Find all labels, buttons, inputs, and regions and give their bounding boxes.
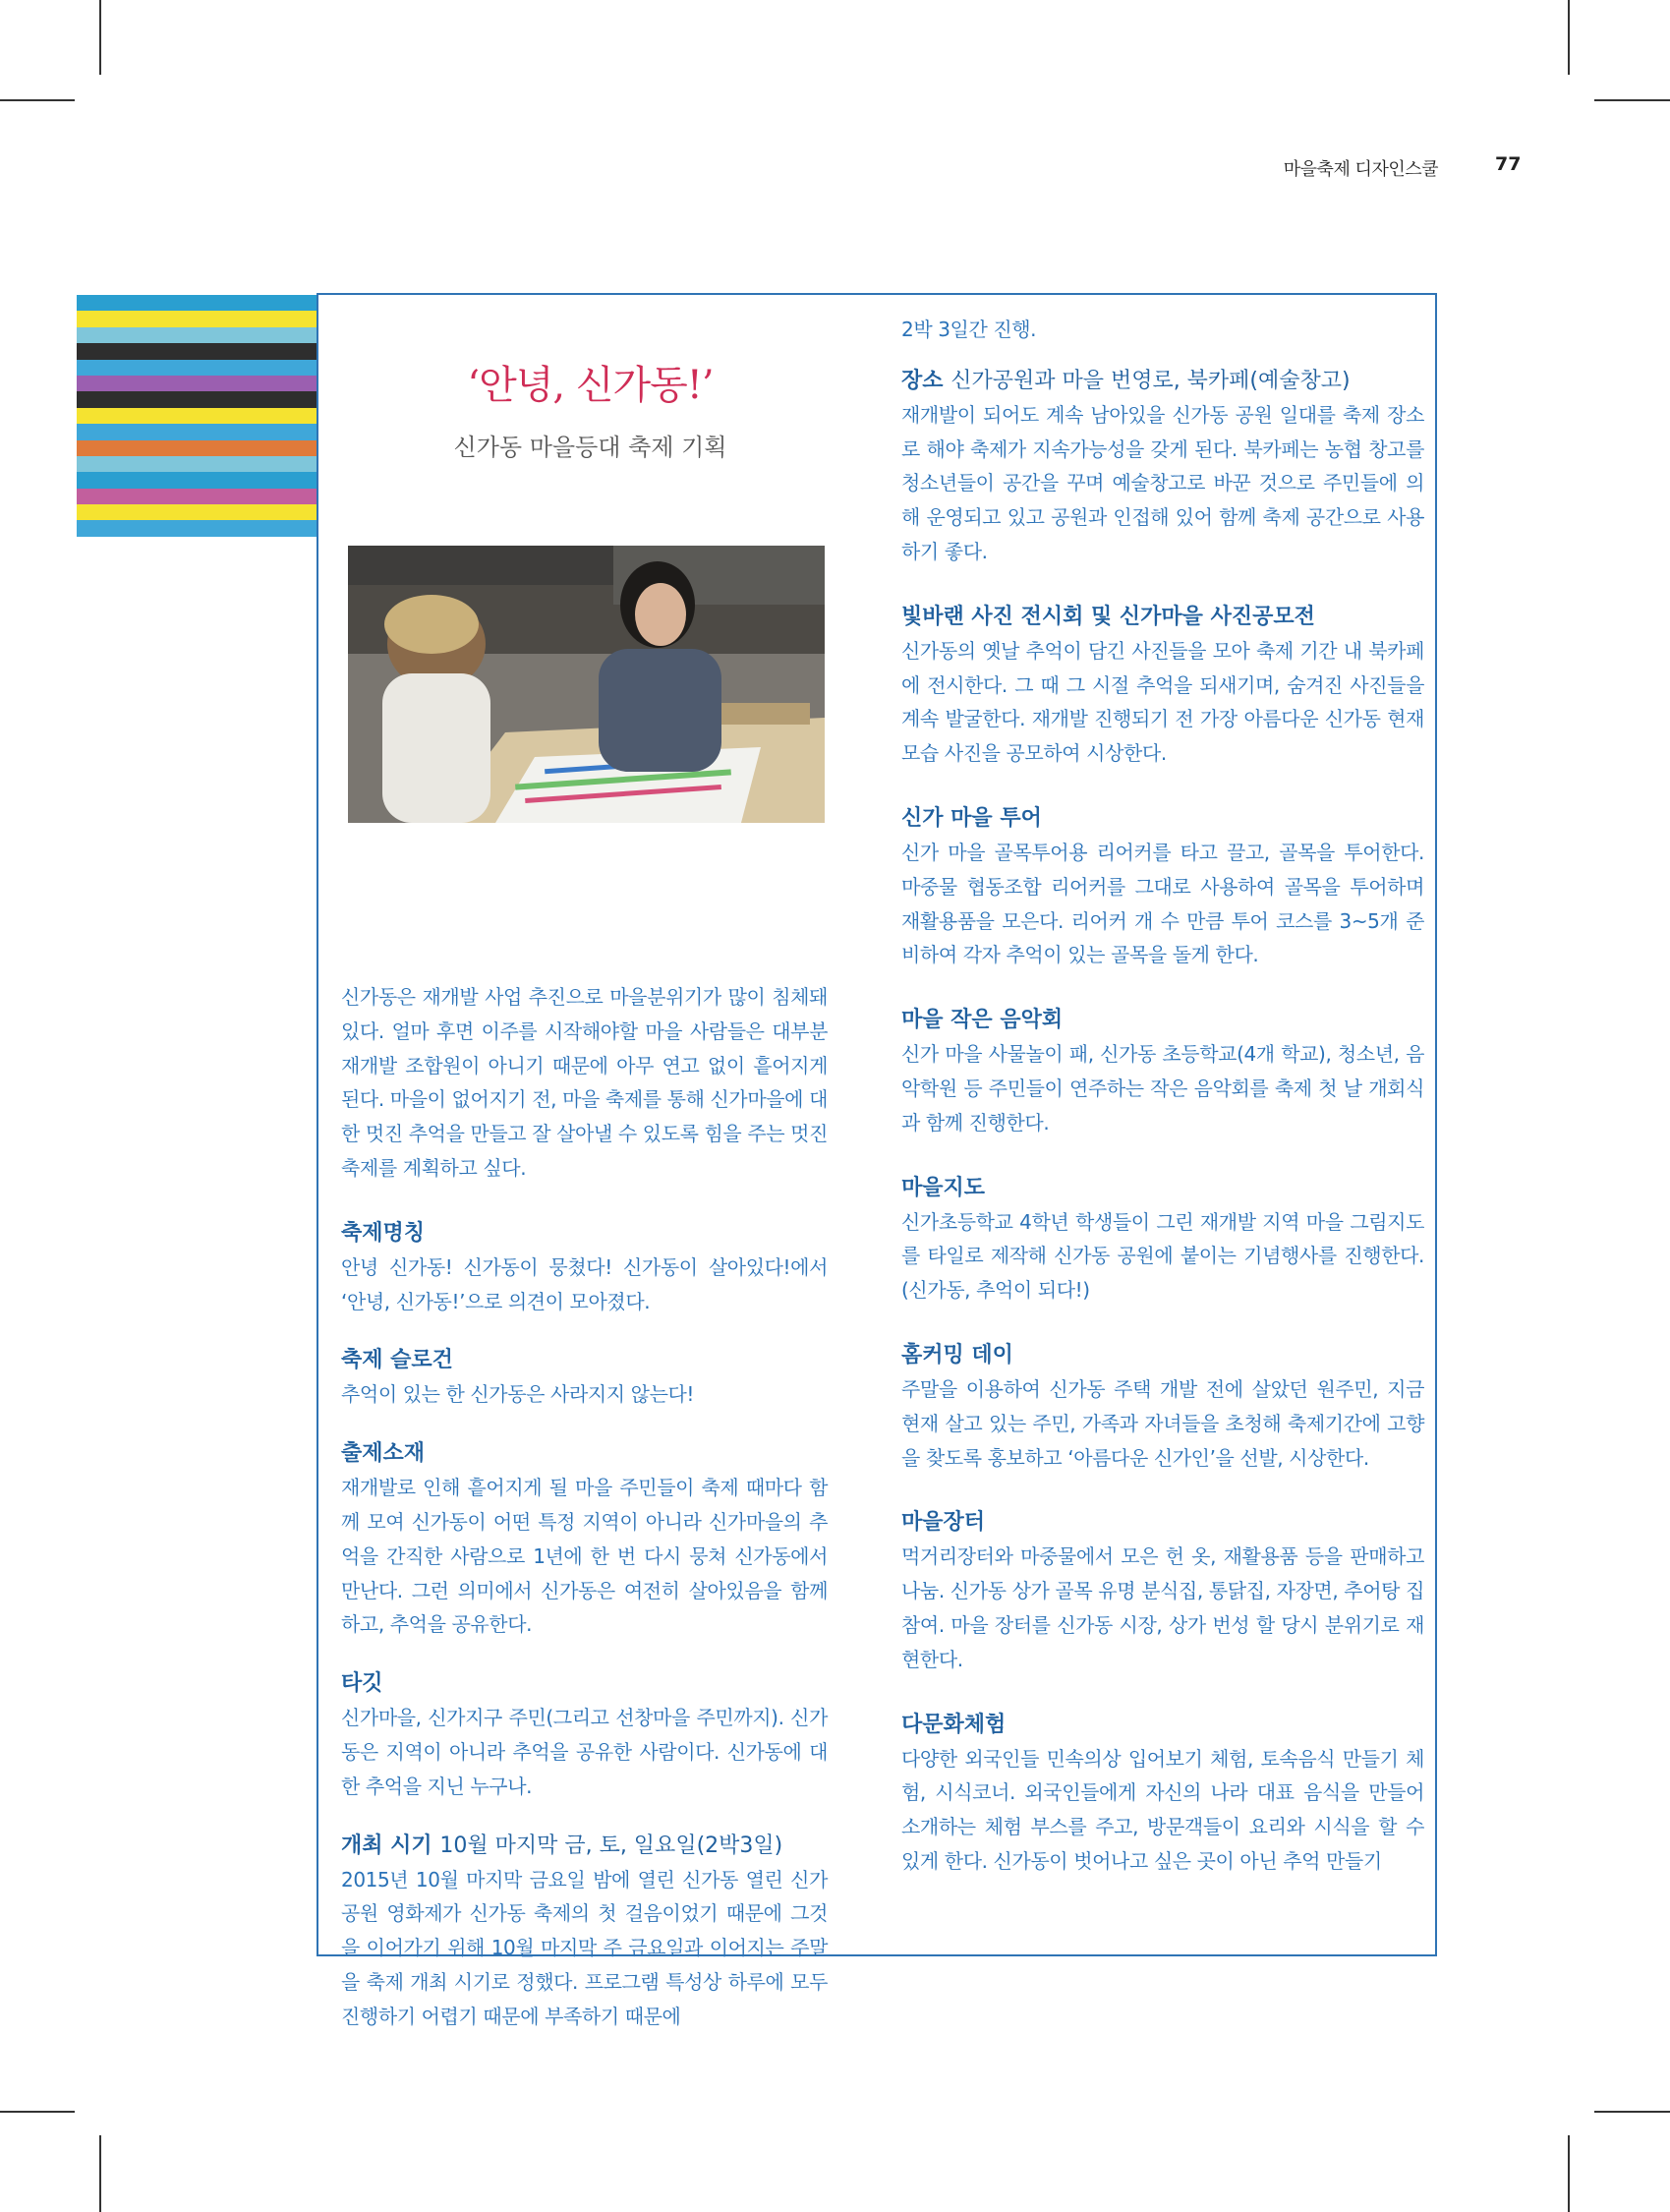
section-heading-text: 장소	[901, 368, 944, 393]
stripe	[77, 408, 317, 424]
stripe	[77, 440, 317, 456]
right-column	[901, 313, 1424, 1879]
section-heading	[901, 1506, 1424, 1540]
section	[901, 1709, 1424, 1879]
section	[901, 1506, 1424, 1676]
article-subtitle: 신가동 마을등대 축제 기획	[453, 434, 727, 461]
section-heading-detail: 신가공원과 마을 번영로, 북카페(예술창고)	[950, 368, 1351, 393]
section-heading-text: 마을 작은 음악회	[901, 1008, 1064, 1033]
section-body: 신가초등학교 4학년 학생들이 그린 재개발 지역 마을 그림지도를 타일로 제작해 신가동 공원에 붙이는 기념행사를 진행한다.(신가동, 추억이 되다!)	[901, 1209, 1424, 1303]
section	[901, 1172, 1424, 1308]
section-heading	[341, 1217, 828, 1251]
decorative-stripes	[77, 295, 317, 537]
section-body: 2015년 10월 마지막 금요일 밤에 열린 신가동 열린 신가공원 영화제가 신가동 축제의 첫 걸음이었기 때문에 그것을 이어가기 위해 10월 마지막 주 금요일과 이어지는 주말을 축제 개최 시기로 정했다. 프로그램 특성상 하루에 모두 진행하기 어렵기 때문에 부족하기 때문에	[341, 1867, 828, 2028]
crop-mark	[1568, 2135, 1570, 2212]
section-heading	[341, 1344, 828, 1377]
section-body: 다양한 외국인들 민속의상 입어보기 체험, 토속음식 만들기 체험, 시식코너. 외국인들에게 자신의 나라 대표 음식을 만들어 소개하는 체험 부스를 주고, 방문객들이 요리와 시식을 할 수 있게 한다. 신가동이 벗어나고 싶은 곳이 아닌 추억 만들기	[901, 1746, 1424, 1873]
stripe	[77, 343, 317, 359]
section	[341, 1830, 828, 2034]
section-heading	[901, 365, 1424, 398]
section-heading	[901, 1172, 1424, 1205]
section	[901, 1339, 1424, 1475]
section-body: 신가동의 옛날 추억이 담긴 사진들을 모아 축제 기간 내 북카페에 전시한다. 그 때 그 시절 추억을 되새기며, 숨겨진 사진들을 계속 발굴한다. 재개발 진행되기 전 가장 아름다운 신가동 현재 모습 사진을 공모하여 시상한다.	[901, 638, 1424, 766]
crop-mark	[0, 2111, 75, 2113]
left-column	[341, 354, 828, 2034]
crop-mark	[1568, 0, 1570, 75]
crop-mark	[0, 99, 75, 101]
section-heading-text: 개최 시기	[341, 1833, 432, 1858]
stripe	[77, 456, 317, 472]
stripe	[77, 295, 317, 311]
stripe	[77, 472, 317, 488]
section	[341, 1667, 828, 1803]
section	[341, 1437, 828, 1642]
stripe	[77, 520, 317, 536]
section-heading-text: 빛바랜 사진 전시회 및 신가마을 사진공모전	[901, 604, 1315, 629]
section-heading	[341, 1437, 828, 1471]
section-heading-text: 마을지도	[901, 1175, 986, 1200]
article-title: ‘안녕, 신가동!’	[467, 363, 714, 408]
section-heading-text: 다문화체험	[901, 1712, 1007, 1737]
section-heading	[901, 1709, 1424, 1742]
stripe	[77, 311, 317, 326]
continued-text: 2박 3일간 진행.	[901, 318, 1037, 341]
section-heading-text: 타깃	[341, 1671, 383, 1697]
section-heading-text: 마을장터	[901, 1510, 986, 1536]
stripe	[77, 327, 317, 343]
crop-mark	[1594, 99, 1670, 101]
section-body: 신가 마을 사물놀이 패, 신가동 초등학교(4개 학교), 청소년, 음악학원 등 주민들이 연주하는 작은 음악회를 축제 첫 날 개회식과 함께 진행한다.	[901, 1042, 1424, 1135]
section-body: 신가마을, 신가지구 주민(그리고 선창마을 주민까지). 신가동은 지역이 아니라 추억을 공유한 사람이다. 신가동에 대한 추억을 지닌 누구나.	[341, 1706, 828, 1798]
section-heading	[341, 1667, 828, 1701]
section-heading-text: 축제 슬로건	[341, 1348, 453, 1373]
section-body: 주말을 이용하여 신가동 주택 개발 전에 살았던 원주민, 지금 현재 살고 있는 주민, 가족과 자녀들을 초청해 축제기간에 고향을 찾도록 홍보하고 ‘아름다운 신가인’을 선발, 시상한다.	[901, 1376, 1424, 1470]
section-body: 추억이 있는 한 신가동은 사라지지 않는다!	[341, 1382, 695, 1407]
section	[901, 601, 1424, 771]
stripe	[77, 489, 317, 504]
intro-paragraph: 신가동은 재개발 사업 추진으로 마을분위기가 많이 침체돼 있다. 얼마 후면 이주를 시작해야할 마을 사람들은 대부분 재개발 조합원이 아니기 때문에 아무 연고 없이 흩어지게 된다. 마을이 없어지기 전, 마을 축제를 통해 신가마을에 대한 멋진 추억을 만들고 잘 살아낼 수 있도록 힘을 주는 멋진 축제를 계획하고 싶다.	[341, 985, 828, 1180]
running-title: 마을축제 디자인스쿨	[1283, 159, 1438, 180]
section-body: 안녕 신가동! 신가동이 뭉쳤다! 신가동이 살아있다!에서 ‘안녕, 신가동!’으로 의견이 모아졌다.	[341, 1254, 828, 1313]
section-heading-detail: 10월 마지막 금, 토, 일요일(2박3일)	[439, 1833, 783, 1858]
section-heading	[901, 1004, 1424, 1037]
section-heading	[901, 802, 1424, 836]
section-body: 신가 마을 골목투어용 리어커를 타고 끌고, 골목을 투어한다. 마중물 협동조합 리어커를 그대로 사용하여 골목을 투어하며 재활용품을 모은다. 리어커 개 수 만큼 투어 코스를 3~5개 준비하여 각자 추억이 있는 골목을 돌게 한다.	[901, 840, 1424, 967]
crop-mark	[99, 0, 101, 75]
section	[901, 1004, 1424, 1139]
section	[901, 802, 1424, 972]
section	[341, 1217, 828, 1319]
stripe	[77, 504, 317, 520]
section-heading	[901, 601, 1424, 634]
section-heading-text: 축제명칭	[341, 1220, 426, 1246]
section-body: 재개발로 인해 흩어지게 될 마을 주민들이 축제 때마다 함께 모여 신가동이 어떤 특정 지역이 아니라 신가마을의 추억을 간직한 사람으로 1년에 한 번 다시 뭉쳐 신가동에서 만난다. 그런 의미에서 신가동은 여전히 살아있음을 함께하고, 추억을 공유한다.	[341, 1476, 828, 1637]
stripe	[77, 424, 317, 439]
section-body: 재개발이 되어도 계속 남아있을 신가동 공원 일대를 축제 장소로 해야 축제가 지속가능성을 갖게 된다. 북카페는 농협 창고를 청소년들이 공간을 꾸며 예술창고로 바꾼 것으로 주민들에 의해 운영되고 있고 공원과 인접해 있어 함께 축제 공간으로 사용하기 좋다.	[901, 402, 1424, 563]
section-body: 먹거리장터와 마중물에서 모은 헌 옷, 재활용품 등을 판매하고 나눔. 신가동 상가 골목 유명 분식집, 통닭집, 자장면, 추어탕 집 참여. 마을 장터를 신가동 시장, 상가 번성 할 당시 분위기로 재현한다.	[901, 1544, 1424, 1671]
stripe	[77, 376, 317, 391]
section	[901, 365, 1424, 569]
stripe	[77, 360, 317, 376]
section-heading	[901, 1339, 1424, 1372]
section-heading-text: 신가 마을 투어	[901, 805, 1042, 831]
crop-mark	[1594, 2111, 1670, 2113]
crop-mark	[99, 2135, 101, 2212]
section-heading-text: 홈커밍 데이	[901, 1342, 1013, 1368]
page-number: 77	[1495, 153, 1522, 175]
stripe	[77, 391, 317, 407]
section-heading-text: 출제소재	[341, 1441, 426, 1467]
section	[341, 1344, 828, 1412]
section-heading	[341, 1830, 828, 1863]
